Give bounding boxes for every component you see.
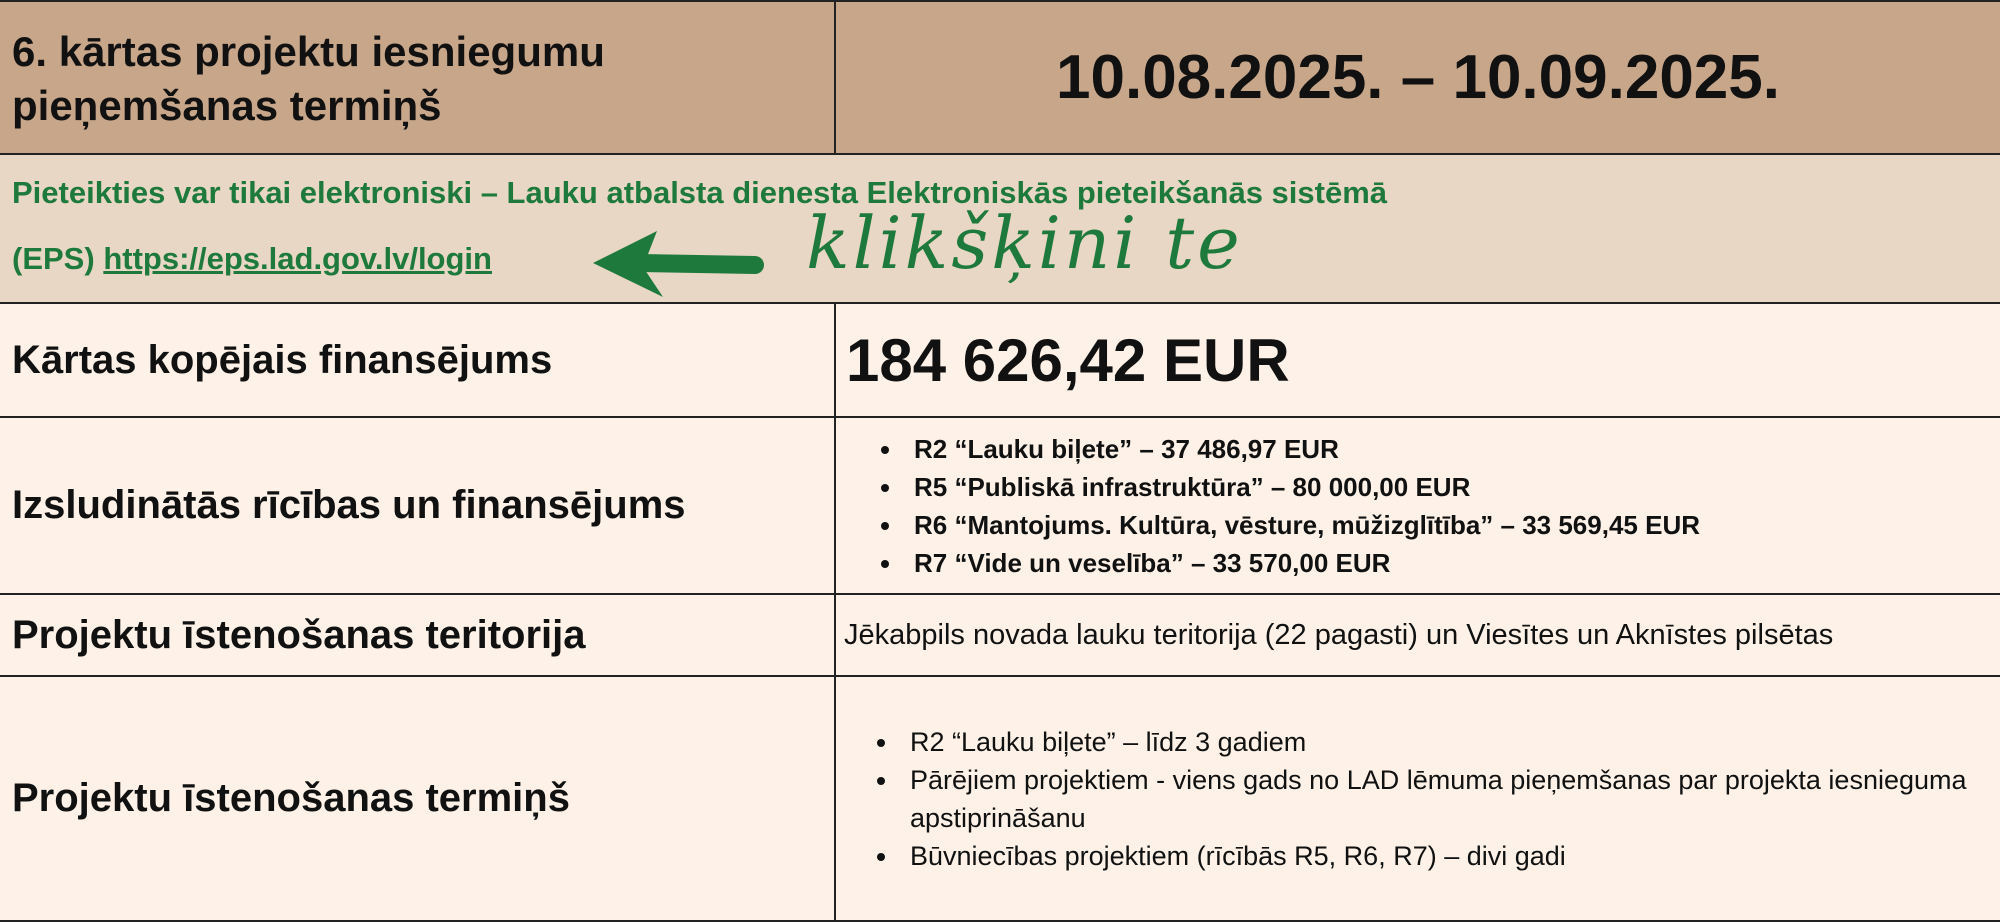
territory-value: Jēkabpils novada lauku teritorija (22 pagasti) un Viesītes un Aknīstes pilsētas <box>844 618 1834 651</box>
list-item: • R5 “Publiskā infrastruktūra” – 80 000,00 EUR <box>904 468 1700 506</box>
list-item: • R2 “Lauku biļete” – līdz 3 gadiem <box>900 723 2000 761</box>
deadline-title: 6. kārtas projektu iesniegumu pieņemšanas termiņš <box>0 2 836 153</box>
actions-label: Izsludinātās rīcības un finansējums <box>0 418 836 593</box>
term-list <box>846 723 2000 875</box>
funding-value: 184 626,42 EUR <box>846 326 1290 394</box>
header-row <box>0 0 2000 155</box>
list-item: • R7 “Vide un veselība” – 33 570,00 EUR <box>904 544 1700 582</box>
notice-text: Pieteikties var tikai elektroniski – Lauku atbalsta dienesta Elektroniskās pieteikšanās sistēmā <box>12 175 1388 210</box>
term-label: Projektu īstenošanas termiņš <box>0 677 836 920</box>
notice-row <box>0 155 2000 304</box>
eps-prefix: (EPS) <box>12 241 95 276</box>
funding-label: Kārtas kopējais finansējums <box>0 304 836 416</box>
list-item: • R6 “Mantojums. Kultūra, vēsture, mūžizglītība” – 33 569,45 EUR <box>904 506 1700 544</box>
list-item: • R2 “Lauku biļete” – 37 486,97 EUR <box>904 430 1700 468</box>
deadline-dates: 10.08.2025. – 10.09.2025. <box>1056 43 1780 112</box>
territory-label: Projektu īstenošanas teritorija <box>0 595 836 675</box>
actions-list <box>846 430 1700 582</box>
list-item: • Pārējiem projektiem - viens gads no LAD lēmuma pieņemšanas par projekta iesnieguma apstiprināšanu <box>900 761 2000 837</box>
eps-login-link[interactable]: https://eps.lad.gov.lv/login <box>103 241 492 276</box>
territory-row <box>0 595 2000 677</box>
actions-cell <box>836 418 2000 593</box>
term-row <box>0 677 2000 922</box>
actions-row <box>0 418 2000 595</box>
list-item: • Būvniecības projektiem (rīcībās R5, R6, R7) – divi gadi <box>900 837 2000 875</box>
click-here-handwritten: klikšķini te <box>806 201 1243 285</box>
arrow-left-icon <box>585 225 765 305</box>
funding-row <box>0 304 2000 418</box>
term-cell <box>836 677 2000 920</box>
notice-link-line <box>12 241 492 277</box>
